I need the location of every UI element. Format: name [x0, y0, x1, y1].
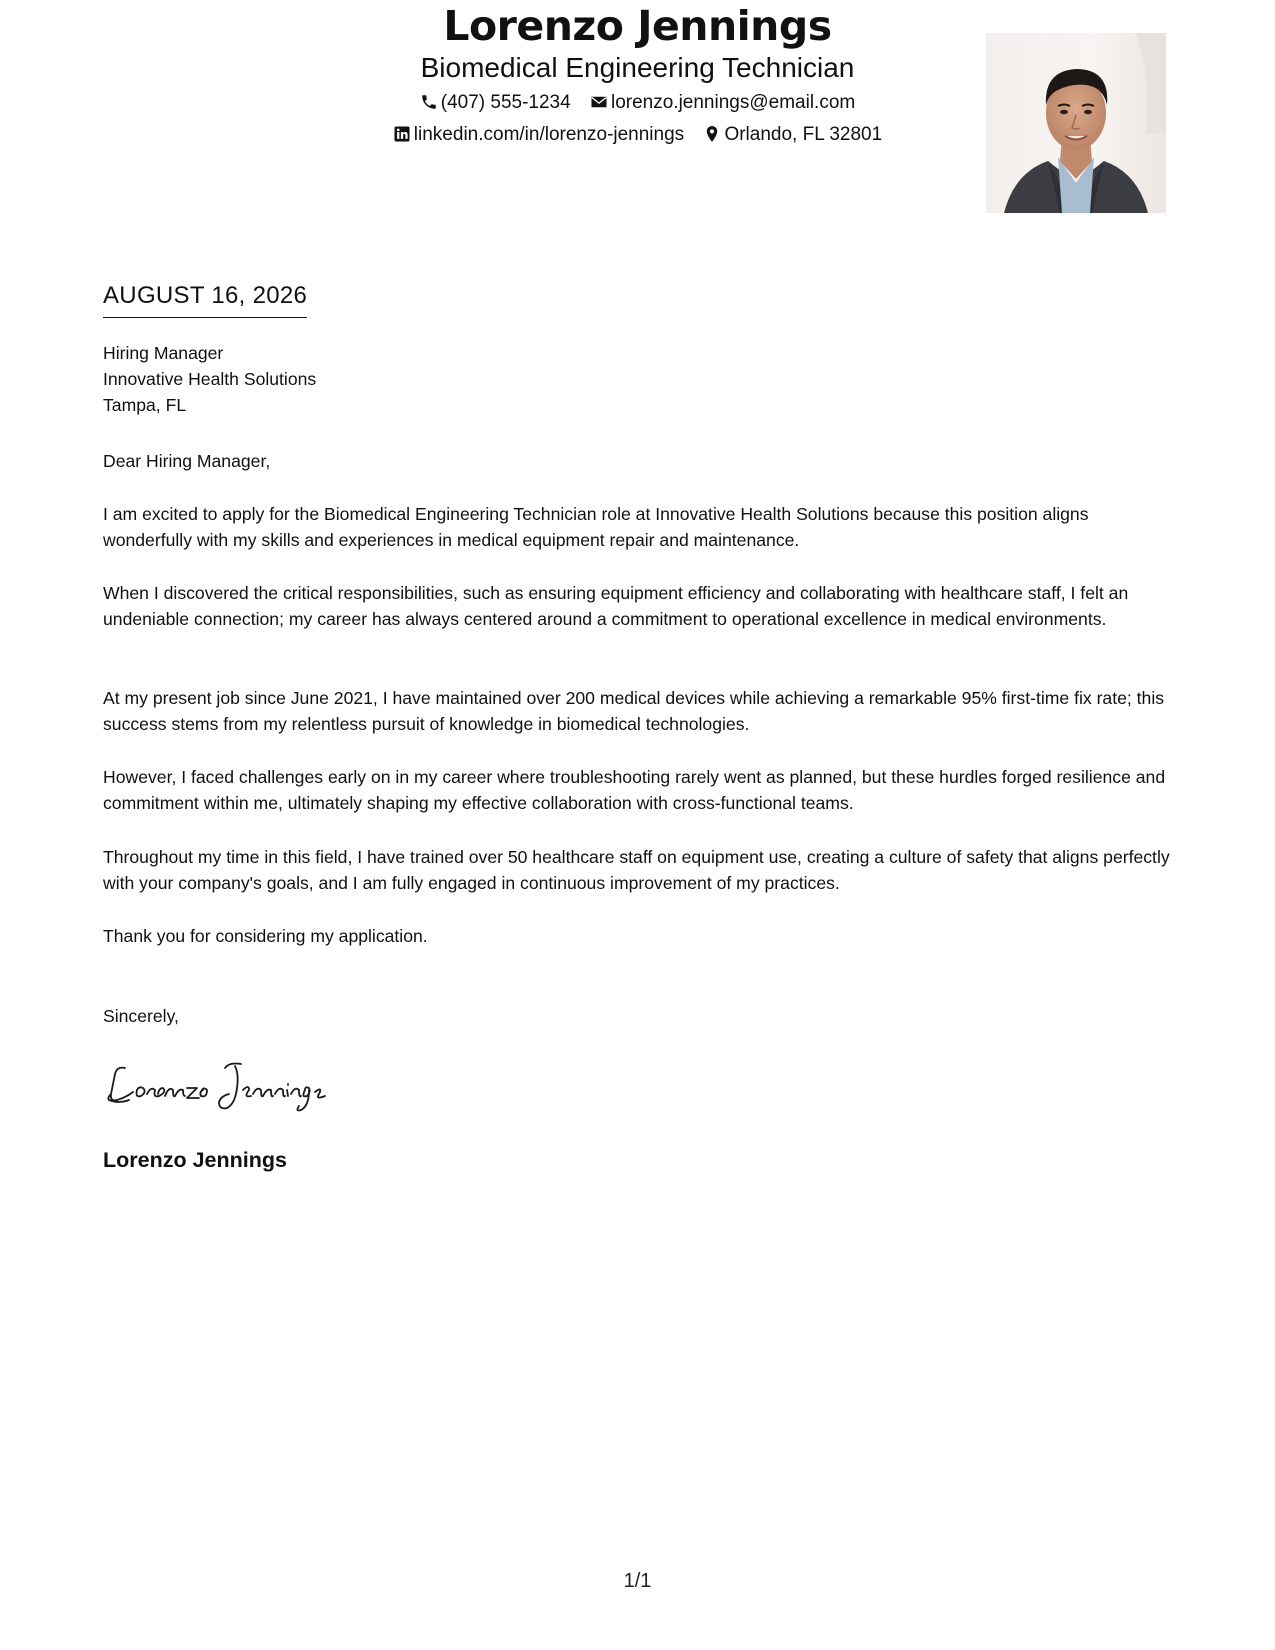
- contact-linkedin[interactable]: [393, 122, 684, 148]
- envelope-icon: [590, 93, 608, 111]
- signoff: Sincerely,: [103, 1006, 179, 1026]
- page-indicator: 1/1: [623, 1570, 652, 1592]
- letter-date: AUGUST 16, 2026: [103, 281, 307, 318]
- applicant-title: Biomedical Engineering Technician: [420, 52, 855, 83]
- closing-line: Thank you for considering my application.: [103, 926, 428, 946]
- salutation: Dear Hiring Manager,: [103, 451, 271, 471]
- recipient-line-location: Tampa, FL: [103, 395, 187, 416]
- profile-photo: [986, 33, 1166, 213]
- applicant-name: Lorenzo Jennings: [443, 2, 832, 50]
- body-paragraph: However, I faced challenges early on in my career where troubleshooting rarely went as planned, but these hurdles forged resilience and commitment within me, ultimately shaping my effective collaboration with cross-functional teams.: [103, 767, 1166, 814]
- body-paragraph: I am excited to apply for the Biomedical Engineering Technician role at Innovative Health Solutions because this position aligns wonderfully with my skills and experiences in medical equipment repair and maintenance.: [103, 504, 1089, 551]
- linkedin-text: linkedin.com/in/lorenzo-jennings: [413, 124, 685, 145]
- handwritten-signature: [103, 1054, 383, 1118]
- body-paragraph: At my present job since June 2021, I have maintained over 200 medical devices while achieving a remarkable 95% first-time fix rate; this success stems from my relentless pursuit of knowledge in biomedical technologies.: [103, 688, 1165, 735]
- map-pin-icon: [703, 125, 721, 143]
- contact-location: [703, 122, 882, 148]
- phone-icon: [420, 93, 438, 111]
- body-paragraph: When I discovered the critical responsibilities, such as ensuring equipment efficiency and collaborating with healthcare staff, I felt an undeniable connection; my career has always centered around a commitment to operational excellence in medical environments.: [103, 583, 1129, 630]
- contact-email[interactable]: [590, 90, 855, 116]
- contact-phone[interactable]: [420, 90, 571, 116]
- body-paragraph: Throughout my time in this field, I have trained over 50 healthcare staff on equipment use, creating a culture of safety that aligns perfectly with your company's goals, and I am fully engaged in continuous improvement of my practices.: [103, 847, 1170, 894]
- recipient-line-role: Hiring Manager: [103, 343, 224, 363]
- location-text: Orlando, FL 32801: [724, 124, 883, 145]
- email-text: lorenzo.jennings@email.com: [610, 92, 856, 113]
- signer-name: Lorenzo Jennings: [103, 1148, 287, 1172]
- portrait-image: [986, 33, 1166, 213]
- linkedin-icon: [393, 125, 411, 143]
- recipient-line-company: Innovative Health Solutions: [103, 369, 317, 390]
- recipient-block: [103, 340, 1178, 419]
- phone-text: (407) 555-1234: [440, 92, 571, 113]
